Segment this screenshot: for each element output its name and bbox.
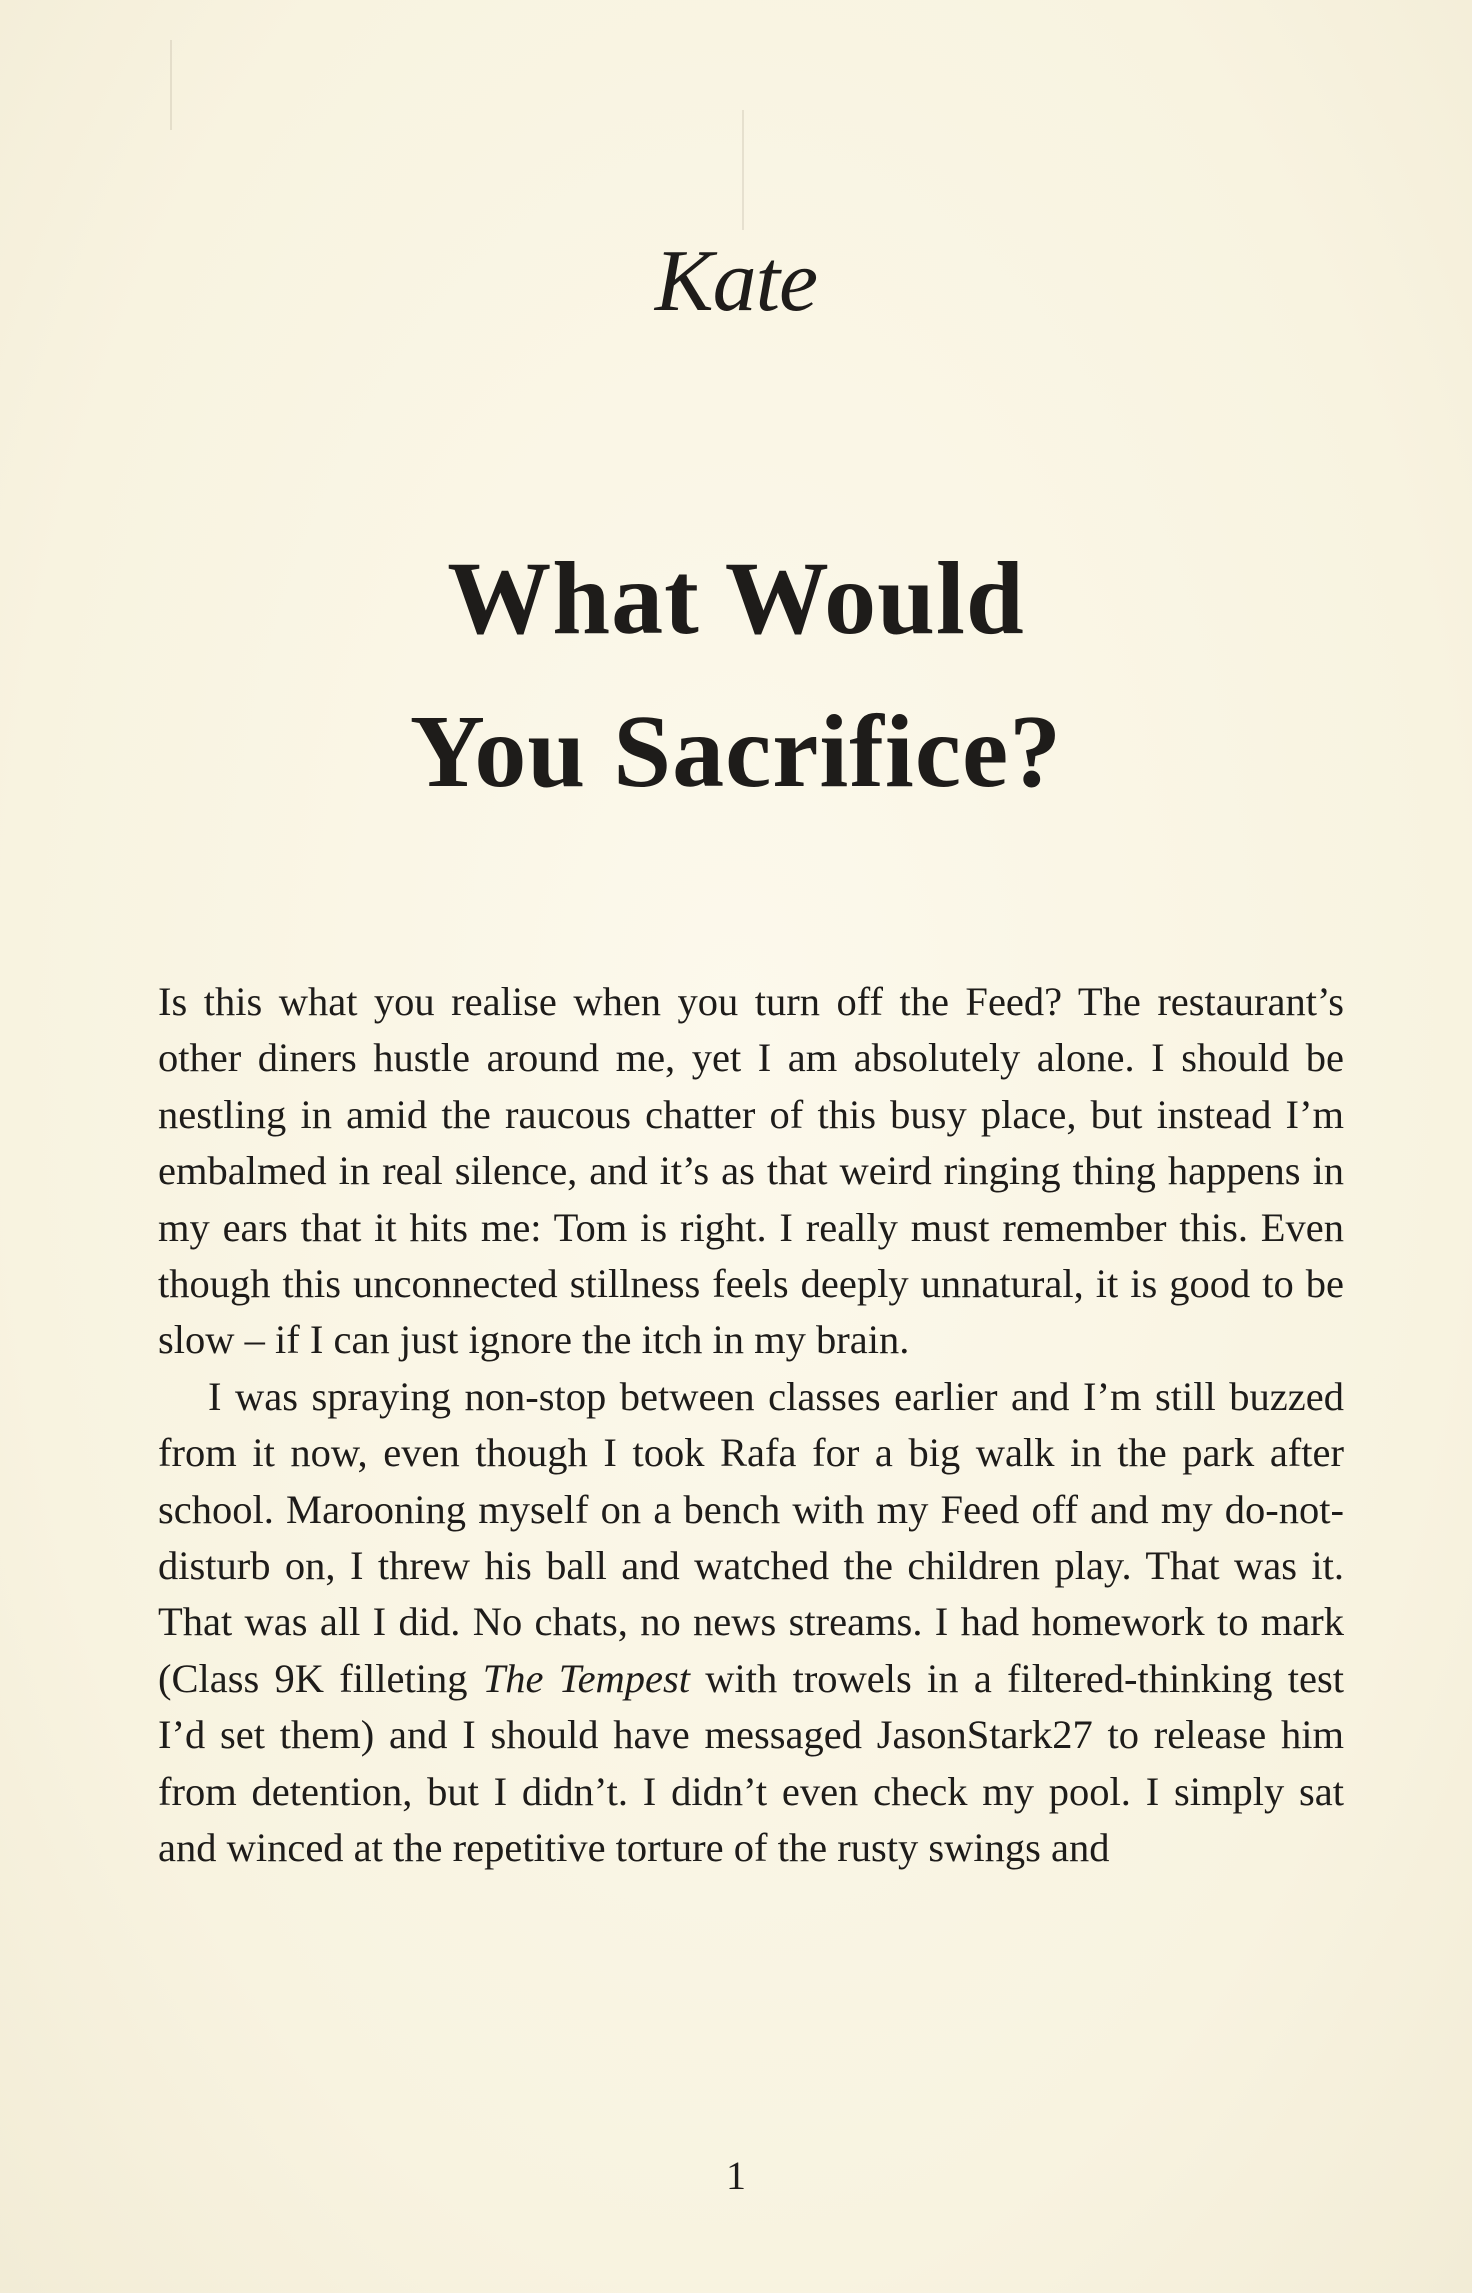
- book-title-italic: The Tempest: [482, 1655, 691, 1701]
- chapter-title-line-2: You Sacrifice?: [409, 694, 1063, 809]
- show-through-line: [170, 40, 172, 130]
- chapter-title: [0, 522, 1472, 828]
- paragraph-2-text-a: I was spraying non-stop between classes earlier and I’m still buzzed from it now, even though I took Rafa for a big walk in the park after school. Marooning myself on a bench with my Feed off and my do-not-disturb on, I threw his ball and watched the children play. That was it. That was all I did. No chats, no news streams. I had homework to mark (Class 9K filleting: [158, 1373, 1344, 1701]
- page-number: 1: [726, 2153, 746, 2198]
- paragraph-2-text-b: with trowels in a filtered-thinking test I’d set them) and I should have messaged JasonStark27 to release him from detention, but I didn’t. I didn’t even check my pool. I simply sat and winced at the repetitive torture of the rusty swings and: [158, 1655, 1344, 1871]
- chapter-character-name: Kate: [654, 233, 818, 330]
- show-through-line: [742, 110, 744, 230]
- body-text: [158, 974, 1344, 1877]
- paragraph-2: [158, 1369, 1344, 1877]
- paragraph-1-text: Is this what you realise when you turn off the Feed? The restaurant’s other diners hustle around me, yet I am absolutely alone. I should be nestling in amid the raucous chatter of this busy place, but instead I’m embalmed in real silence, and it’s as that weird ringing thing happens in my ears that it hits me: Tom is right. I really must remember this. Even though this unconnected stillness feels deeply unnatural, it is good to be slow – if I can just ignore the itch in my brain.: [158, 979, 1344, 1363]
- chapter-title-line-1: What Would: [447, 541, 1025, 656]
- paragraph-1: [158, 974, 1344, 1369]
